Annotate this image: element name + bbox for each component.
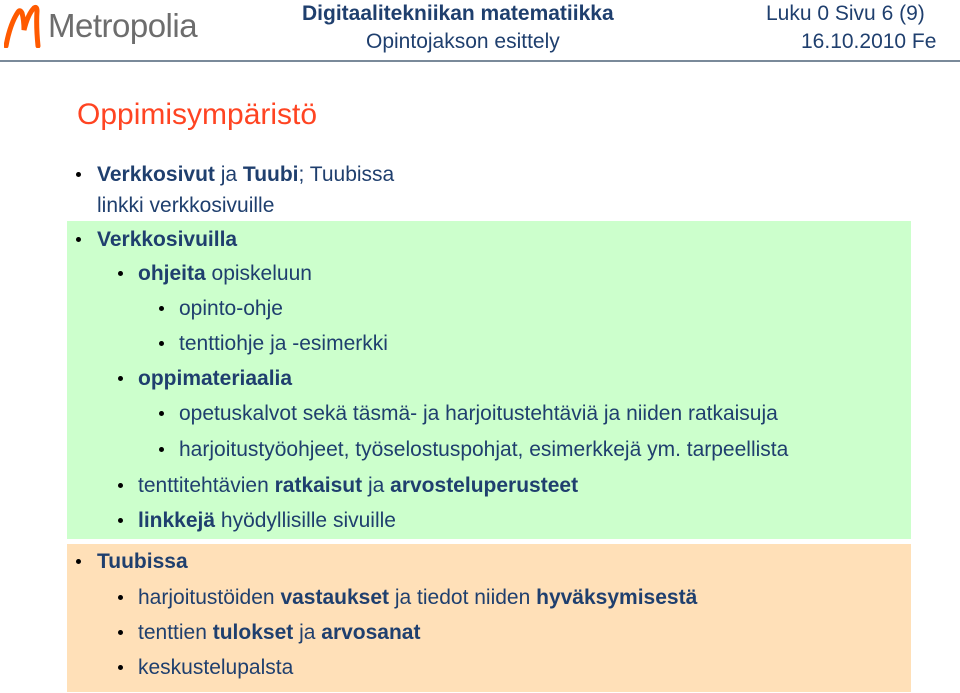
bullet-item — [138, 366, 292, 392]
text-bold: linkkejä — [138, 509, 216, 532]
bullet-item — [97, 227, 237, 253]
bullet-item — [138, 655, 293, 681]
text: ja — [214, 163, 243, 186]
bullet-item — [97, 549, 188, 575]
text-bold: tulokset — [212, 621, 294, 644]
bullet-item — [138, 585, 697, 611]
continuation-line — [97, 193, 274, 219]
bullet-dot-icon — [118, 376, 123, 381]
text-bold: ohjeita — [138, 262, 206, 285]
text-bold: hyväksymisestä — [536, 586, 698, 609]
text: harjoitustyöohjeet, työselostuspohjat, esimerkkejä ym. tarpeellista — [179, 438, 789, 461]
header-divider — [0, 60, 960, 62]
course-subtitle: Opintojakson esittely — [366, 30, 560, 53]
metropolia-logo-icon — [4, 4, 46, 48]
bullet-item — [138, 473, 578, 499]
text: linkki verkkosivuille — [97, 194, 275, 217]
text: opetuskalvot sekä täsmä- ja harjoitustehtäviä ja niiden ratkaisuja — [179, 402, 778, 425]
text: tenttitehtävien — [138, 474, 275, 497]
text: hyödyllisille sivuille — [215, 509, 396, 532]
bullet-dot-icon — [118, 665, 123, 670]
metropolia-logo — [4, 4, 197, 48]
bullet-dot-icon — [76, 237, 81, 242]
text: harjoitustöiden — [138, 586, 281, 609]
text-bold: Verkkosivuilla — [97, 228, 238, 251]
bullet-dot-icon — [118, 518, 123, 523]
logo-text: Metropolia — [48, 7, 198, 44]
text-bold: ratkaisut — [274, 474, 363, 497]
text-bold: Verkkosivut — [97, 163, 215, 186]
page-indicator: Luku 0 Sivu 6 (9) — [766, 2, 925, 25]
text: ja — [362, 474, 391, 497]
bullet-dot-icon — [159, 306, 164, 311]
slide-title: Oppimisympäristö — [77, 98, 318, 131]
text-bold: arvosanat — [321, 621, 421, 644]
text-bold: Tuubissa — [97, 550, 188, 573]
text: ja — [293, 621, 322, 644]
text: opinto-ohje — [179, 297, 283, 320]
bullet-dot-icon — [118, 595, 123, 600]
text-bold: Tuubi — [242, 163, 299, 186]
text: tenttiohje ja -esimerkki — [179, 332, 388, 355]
bullet-item — [179, 296, 283, 322]
text-bold: vastaukset — [280, 586, 390, 609]
course-title: Digitaalitekniikan matematiikka — [302, 2, 614, 25]
text: keskustelupalsta — [138, 656, 294, 679]
bullet-dot-icon — [76, 559, 81, 564]
text: ja tiedot niiden — [389, 586, 537, 609]
bullet-dot-icon — [118, 271, 123, 276]
text-bold: arvosteluperusteet — [390, 474, 579, 497]
date-label: 16.10.2010 Fe — [801, 30, 937, 53]
bullet-item — [138, 620, 420, 646]
bullet-item — [179, 401, 778, 427]
bullet-dot-icon — [159, 411, 164, 416]
text: tenttien — [138, 621, 213, 644]
bullet-dot-icon — [159, 341, 164, 346]
bullet-item — [179, 331, 388, 357]
bullet-dot-icon — [159, 447, 164, 452]
bullet-dot-icon — [118, 483, 123, 488]
bullet-dot-icon — [118, 630, 123, 635]
text-bold: oppimateriaalia — [138, 367, 293, 390]
bullet-item — [138, 508, 396, 534]
bullet-dot-icon — [76, 172, 81, 177]
bullet-item — [138, 261, 312, 287]
bullet-item — [179, 437, 788, 463]
bullet-item — [97, 162, 394, 188]
text: ; Tuubissa — [298, 163, 395, 186]
text: opiskeluun — [205, 262, 312, 285]
